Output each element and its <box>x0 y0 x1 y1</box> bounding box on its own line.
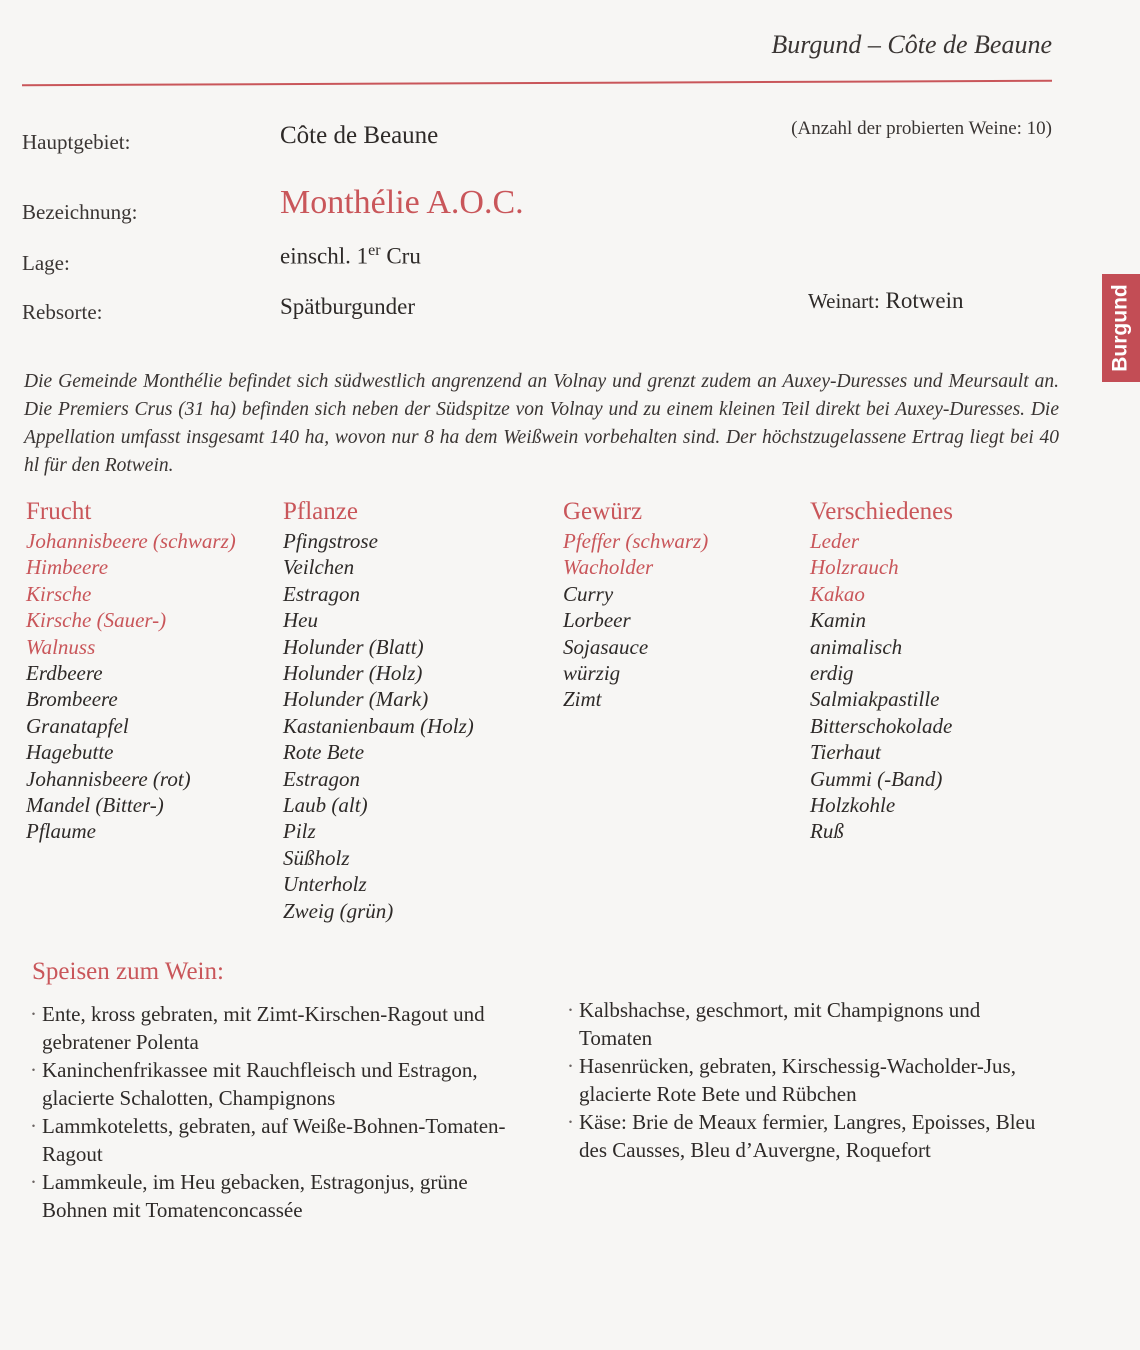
aroma-item-highlighted: Himbeere <box>26 555 109 580</box>
lage-label: Lage: <box>22 251 70 275</box>
aroma-item: Johannisbeere (rot) <box>26 766 191 791</box>
rebsorte-label: Rebsorte: <box>22 300 103 324</box>
dish-item: · Käse: Brie de Meaux fermier, Langres, Epoisses, Bleu des Causses, Bleu d’Auvergne, Roquefort <box>567 1108 1047 1164</box>
aroma-item: Laub (alt) <box>283 793 368 818</box>
aroma-item: Tierhaut <box>810 740 881 765</box>
aroma-list-verschiedenes <box>810 528 1060 845</box>
aroma-heading-verschiedenes: Verschiedenes <box>810 498 953 525</box>
aroma-item-highlighted: Kirsche (Sauer-) <box>26 608 167 633</box>
hauptgebiet-value: Côte de Beaune <box>280 122 439 149</box>
aroma-list-frucht <box>26 528 276 845</box>
aroma-item: Heu <box>283 608 318 633</box>
aroma-item: Curry <box>563 581 614 606</box>
aroma-column-frucht <box>26 498 276 845</box>
aroma-item-highlighted: Holzrauch <box>810 555 899 580</box>
aroma-item: Ruß <box>810 819 844 844</box>
tasted-wines-count: (Anzahl der probierten Weine: 10) <box>791 118 1052 139</box>
aroma-item: Rote Bete <box>283 740 365 765</box>
intro-paragraph: Die Gemeinde Monthélie befindet sich südwestlich angrenzend an Volnay und grenzt zudem an Auxey-Duresses und Meursault an. Die Premiers Crus (31 ha) befinden sich neben der Südspitze von Volnay und zu einem kleinen Teil direkt bei Auxey-Duresses. Die Appellation umfasst insgesamt 140 ha, wovon nur 8 ha dem Weißwein vorbehalten sind. Der höchstzugelassene Ertrag liegt bei 40 hl für den Rotwein. <box>24 370 1059 476</box>
aroma-item: Zweig (grün) <box>283 898 394 923</box>
aroma-item: Unterholz <box>283 872 367 897</box>
aroma-item: Süßholz <box>283 845 350 870</box>
aroma-item: Holunder (Holz) <box>283 661 423 686</box>
aroma-list-gewuerz <box>563 528 813 713</box>
lage-value: einschl. 1er Cru <box>280 242 421 269</box>
aroma-column-pflanze <box>283 498 533 924</box>
aroma-item: Salmiakpastille <box>810 687 940 712</box>
aroma-item: Bitterschokolade <box>810 713 953 738</box>
header-divider <box>22 80 1052 86</box>
dish-item: · Lammkoteletts, gebraten, auf Weiße-Bohnen-Tomaten-Ragout <box>30 1112 510 1168</box>
dish-item: · Ente, kross gebraten, mit Zimt-Kirschen-Ragout und gebratener Polenta <box>30 1000 510 1056</box>
bezeichnung-label: Bezeichnung: <box>22 200 138 224</box>
aroma-item-highlighted: Leder <box>810 529 859 553</box>
aroma-item-highlighted: Wacholder <box>563 555 654 580</box>
aroma-heading-frucht: Frucht <box>26 498 92 525</box>
aroma-item: Brombeere <box>26 687 118 712</box>
aroma-item: Lorbeer <box>563 608 631 633</box>
dish-list-right <box>567 996 1047 1164</box>
side-tab-label: Burgund <box>1109 284 1133 372</box>
aroma-column-verschiedenes <box>810 498 1060 845</box>
aroma-item: Pilz <box>283 819 316 844</box>
aroma-heading-gewuerz: Gewürz <box>563 498 643 525</box>
aroma-item: erdig <box>810 661 854 686</box>
aroma-heading-pflanze: Pflanze <box>283 498 358 525</box>
aroma-item: animalisch <box>810 634 903 659</box>
hauptgebiet-label: Hauptgebiet: <box>22 130 131 154</box>
aroma-item: Holunder (Blatt) <box>283 634 424 659</box>
aroma-item: Zimt <box>563 687 602 712</box>
rebsorte-value: Spätburgunder <box>280 294 416 319</box>
appellation-title: Monthélie A.O.C. <box>280 184 524 221</box>
aroma-item-highlighted: Kakao <box>810 581 865 606</box>
aroma-item: Mandel (Bitter-) <box>26 793 164 818</box>
aroma-item: Sojasauce <box>563 634 649 659</box>
aroma-column-gewuerz <box>563 498 813 713</box>
aroma-item: Granatapfel <box>26 713 129 738</box>
aroma-item: Erdbeere <box>26 661 103 686</box>
aroma-item: Pflaume <box>26 819 96 844</box>
aroma-item: Kastanienbaum (Holz) <box>283 713 474 738</box>
dish-list-left <box>30 1000 510 1224</box>
dish-item: · Kaninchenfrikassee mit Rauchfleisch und Estragon, glacierte Schalotten, Champignons <box>30 1056 510 1112</box>
aroma-item: Estragon <box>283 581 361 606</box>
aroma-item: Holzkohle <box>810 793 896 818</box>
aroma-item: Pfingstrose <box>283 529 378 553</box>
aroma-item: Hagebutte <box>26 740 114 765</box>
dish-item: · Kalbshachse, geschmort, mit Champignons und Tomaten <box>567 996 1047 1052</box>
aroma-item-highlighted: Walnuss <box>26 634 96 659</box>
region-side-tab <box>1102 274 1140 382</box>
aroma-item-highlighted: Johannisbeere (schwarz) <box>26 529 236 553</box>
aroma-list-pflanze <box>283 528 533 924</box>
dish-item: · Hasenrücken, gebraten, Kirschessig-Wacholder-Jus, glacierte Rote Bete und Rübchen <box>567 1052 1047 1108</box>
aroma-item: würzig <box>563 661 621 686</box>
aroma-item: Gummi (-Band) <box>810 766 943 791</box>
aroma-item-highlighted: Pfeffer (schwarz) <box>563 529 709 553</box>
aroma-item: Estragon <box>283 766 361 791</box>
speisen-heading: Speisen zum Wein: <box>32 958 224 985</box>
weinart: Weinart: Rotwein <box>808 288 964 313</box>
page-header-title: Burgund – Côte de Beaune <box>771 30 1052 59</box>
aroma-item: Kamin <box>810 608 867 633</box>
aroma-item-highlighted: Kirsche <box>26 581 92 606</box>
dish-item: · Lammkeule, im Heu gebacken, Estragonjus, grüne Bohnen mit Tomatenconcassée <box>30 1168 510 1224</box>
aroma-item: Holunder (Mark) <box>283 687 429 712</box>
aroma-item: Veilchen <box>283 555 355 580</box>
